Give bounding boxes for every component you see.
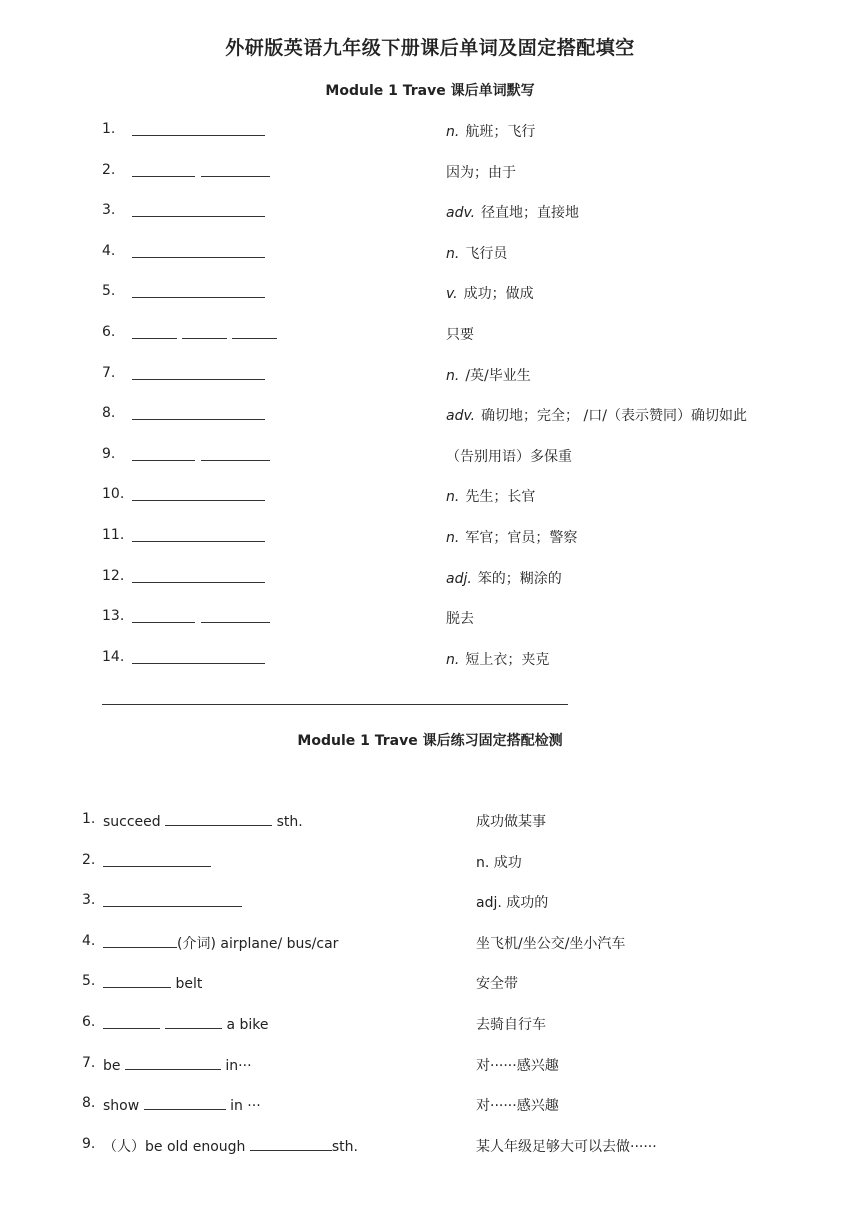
vocab-item bbox=[0, 162, 860, 182]
part-of-speech: n. bbox=[446, 124, 460, 140]
phrase-text bbox=[103, 892, 242, 911]
part-of-speech: n. bbox=[446, 245, 460, 262]
item-number: 4. bbox=[102, 242, 116, 259]
item-number: 12. bbox=[102, 567, 125, 584]
part-of-speech: adv. bbox=[446, 408, 476, 425]
phrase-text bbox=[103, 1095, 261, 1114]
meaning-text bbox=[446, 486, 535, 506]
item-number: 9. bbox=[82, 1135, 96, 1152]
meaning-label: 确切地；完全； /口/（表示赞同）确切如此 bbox=[481, 408, 747, 425]
meaning-text bbox=[446, 121, 535, 141]
meaning-label: 成功；做成 bbox=[463, 286, 534, 303]
answer-blank[interactable] bbox=[103, 855, 211, 871]
meaning-label: 飞行员 bbox=[465, 245, 508, 262]
meaning-text bbox=[446, 527, 577, 547]
vocab-item bbox=[0, 568, 860, 588]
phrase-before: （人）be old enough bbox=[103, 1138, 250, 1155]
answer-blank[interactable] bbox=[132, 324, 277, 343]
answer-blank[interactable] bbox=[125, 1058, 221, 1074]
answer-blank[interactable] bbox=[132, 365, 265, 384]
meaning-text bbox=[446, 202, 579, 222]
answer-blank[interactable] bbox=[132, 486, 265, 505]
answer-blank[interactable] bbox=[103, 976, 171, 992]
item-number: 5. bbox=[82, 973, 96, 990]
phrase-after: (介词) airplane/ bus/car bbox=[177, 935, 339, 952]
item-number: 13. bbox=[102, 608, 125, 625]
phrase-item bbox=[0, 811, 860, 831]
item-number: 2. bbox=[82, 851, 96, 868]
meaning-label: 先生；长官 bbox=[465, 489, 536, 506]
meaning-text: adj. 成功的 bbox=[476, 895, 549, 912]
meaning-text: 对······感兴趣 bbox=[476, 1057, 559, 1074]
item-number: 2. bbox=[102, 161, 116, 178]
phrase-after: sth. bbox=[331, 1138, 358, 1155]
item-number: 1. bbox=[102, 121, 116, 137]
item-number: 7. bbox=[82, 1054, 96, 1071]
phrase-item bbox=[0, 892, 860, 912]
answer-blank[interactable] bbox=[132, 202, 265, 221]
meaning-text: 对······感兴趣 bbox=[476, 1098, 559, 1115]
item-number: 3. bbox=[102, 202, 116, 219]
item-number: 14. bbox=[102, 648, 125, 665]
answer-blank[interactable] bbox=[132, 121, 265, 140]
meaning-label: 笨的；糊涂的 bbox=[477, 570, 562, 587]
answer-blank[interactable] bbox=[103, 895, 242, 911]
document-title: 外研版英语九年级下册课后单词及固定搭配填空 bbox=[225, 37, 635, 59]
answer-blank[interactable] bbox=[132, 649, 265, 668]
item-number: 1. bbox=[82, 811, 96, 827]
item-number: 11. bbox=[102, 527, 125, 543]
item-number: 6. bbox=[102, 324, 116, 340]
answer-blank[interactable] bbox=[144, 1098, 226, 1114]
vocab-item bbox=[0, 243, 860, 263]
part-of-speech: v. bbox=[446, 286, 458, 303]
item-number: 6. bbox=[82, 1014, 96, 1030]
meaning-label: 径直地；直接地 bbox=[481, 205, 580, 222]
meaning-text bbox=[446, 162, 516, 182]
phrase-item bbox=[0, 1136, 860, 1156]
meaning-text bbox=[446, 405, 747, 425]
meaning-text bbox=[446, 243, 507, 263]
phrase-text bbox=[103, 852, 211, 871]
section2-heading: Module 1 Trave 课后练习固定搭配检测 bbox=[297, 733, 563, 749]
vocab-item bbox=[0, 202, 860, 222]
item-number: 9. bbox=[102, 445, 116, 462]
meaning-label: 脱去 bbox=[446, 611, 474, 628]
part-of-speech: adv. bbox=[446, 205, 476, 222]
meaning-text bbox=[446, 608, 474, 628]
meaning-text bbox=[446, 568, 562, 588]
phrase-before: show bbox=[103, 1098, 144, 1115]
answer-blank[interactable] bbox=[132, 243, 265, 262]
vocab-item bbox=[0, 405, 860, 425]
vocab-item bbox=[0, 486, 860, 506]
phrase-before: be bbox=[103, 1057, 125, 1074]
vocab-item bbox=[0, 527, 860, 547]
answer-blank[interactable] bbox=[132, 527, 265, 546]
answer-blank[interactable] bbox=[250, 1139, 332, 1155]
vocab-item bbox=[0, 283, 860, 303]
meaning-text: 坐飞机/坐公交/坐小汽车 bbox=[476, 935, 626, 952]
answer-blank[interactable] bbox=[103, 936, 177, 952]
meaning-label: 只要 bbox=[446, 327, 474, 343]
item-number: 7. bbox=[102, 364, 116, 381]
item-number: 3. bbox=[82, 892, 96, 909]
meaning-text: 去骑自行车 bbox=[476, 1017, 546, 1033]
meaning-label: /英/毕业生 bbox=[465, 367, 531, 384]
phrase-text bbox=[103, 973, 202, 992]
meaning-text: 安全带 bbox=[476, 976, 518, 993]
phrase-item bbox=[0, 973, 860, 993]
item-number: 8. bbox=[102, 405, 116, 422]
meaning-label: （告别用语）多保重 bbox=[446, 448, 572, 465]
vocab-item bbox=[0, 324, 860, 344]
vocab-item bbox=[0, 446, 860, 466]
phrase-text bbox=[103, 1136, 358, 1156]
meaning-text: n. 成功 bbox=[476, 854, 522, 871]
meaning-label: 军官；官员；警察 bbox=[465, 530, 578, 546]
part-of-speech: adj. bbox=[446, 570, 472, 587]
section-divider bbox=[102, 704, 568, 705]
vocab-item bbox=[0, 121, 860, 141]
meaning-text: 某人年级足够大可以去做······ bbox=[476, 1138, 657, 1155]
section1-heading: Module 1 Trave 课后单词默写 bbox=[325, 83, 535, 99]
phrase-after: in··· bbox=[220, 1057, 252, 1074]
item-number: 4. bbox=[82, 932, 96, 949]
meaning-text: 成功做某事 bbox=[476, 814, 546, 830]
answer-blank[interactable] bbox=[132, 446, 270, 465]
phrase-after: sth. bbox=[272, 814, 303, 830]
answer-blank[interactable] bbox=[132, 405, 265, 424]
phrase-after: belt bbox=[171, 976, 203, 993]
phrase-item bbox=[0, 1095, 860, 1115]
answer-blank[interactable] bbox=[132, 283, 265, 302]
phrase-text bbox=[103, 1014, 268, 1033]
part-of-speech: n. bbox=[446, 489, 460, 506]
phrase-item bbox=[0, 852, 860, 872]
phrase-item bbox=[0, 933, 860, 953]
item-number: 5. bbox=[102, 283, 116, 300]
phrase-after: a bike bbox=[222, 1017, 269, 1033]
phrase-item bbox=[0, 1055, 860, 1075]
meaning-text bbox=[446, 324, 474, 344]
answer-blank[interactable] bbox=[103, 1017, 222, 1033]
phrase-before: succeed bbox=[103, 814, 166, 830]
meaning-text bbox=[446, 283, 534, 303]
meaning-label: 航班；飞行 bbox=[465, 124, 536, 140]
phrase-text bbox=[103, 933, 338, 953]
vocab-item bbox=[0, 649, 860, 669]
phrase-item bbox=[0, 1014, 860, 1034]
meaning-text bbox=[446, 365, 531, 385]
part-of-speech: n. bbox=[446, 530, 460, 546]
meaning-text bbox=[446, 649, 549, 669]
answer-blank[interactable] bbox=[132, 568, 265, 587]
answer-blank[interactable] bbox=[132, 162, 270, 181]
answer-blank[interactable] bbox=[165, 814, 272, 830]
item-number: 8. bbox=[82, 1095, 96, 1112]
part-of-speech: n. bbox=[446, 367, 460, 384]
meaning-label: 短上衣；夹克 bbox=[465, 651, 550, 668]
answer-blank[interactable] bbox=[132, 608, 270, 627]
vocab-item bbox=[0, 608, 860, 628]
phrase-text bbox=[103, 1055, 252, 1074]
phrase-after: in ··· bbox=[225, 1098, 261, 1115]
item-number: 10. bbox=[102, 486, 125, 503]
phrase-text bbox=[103, 811, 303, 830]
meaning-label: 因为；由于 bbox=[446, 164, 516, 181]
part-of-speech: n. bbox=[446, 651, 460, 668]
vocab-item bbox=[0, 365, 860, 385]
meaning-text bbox=[446, 446, 572, 466]
